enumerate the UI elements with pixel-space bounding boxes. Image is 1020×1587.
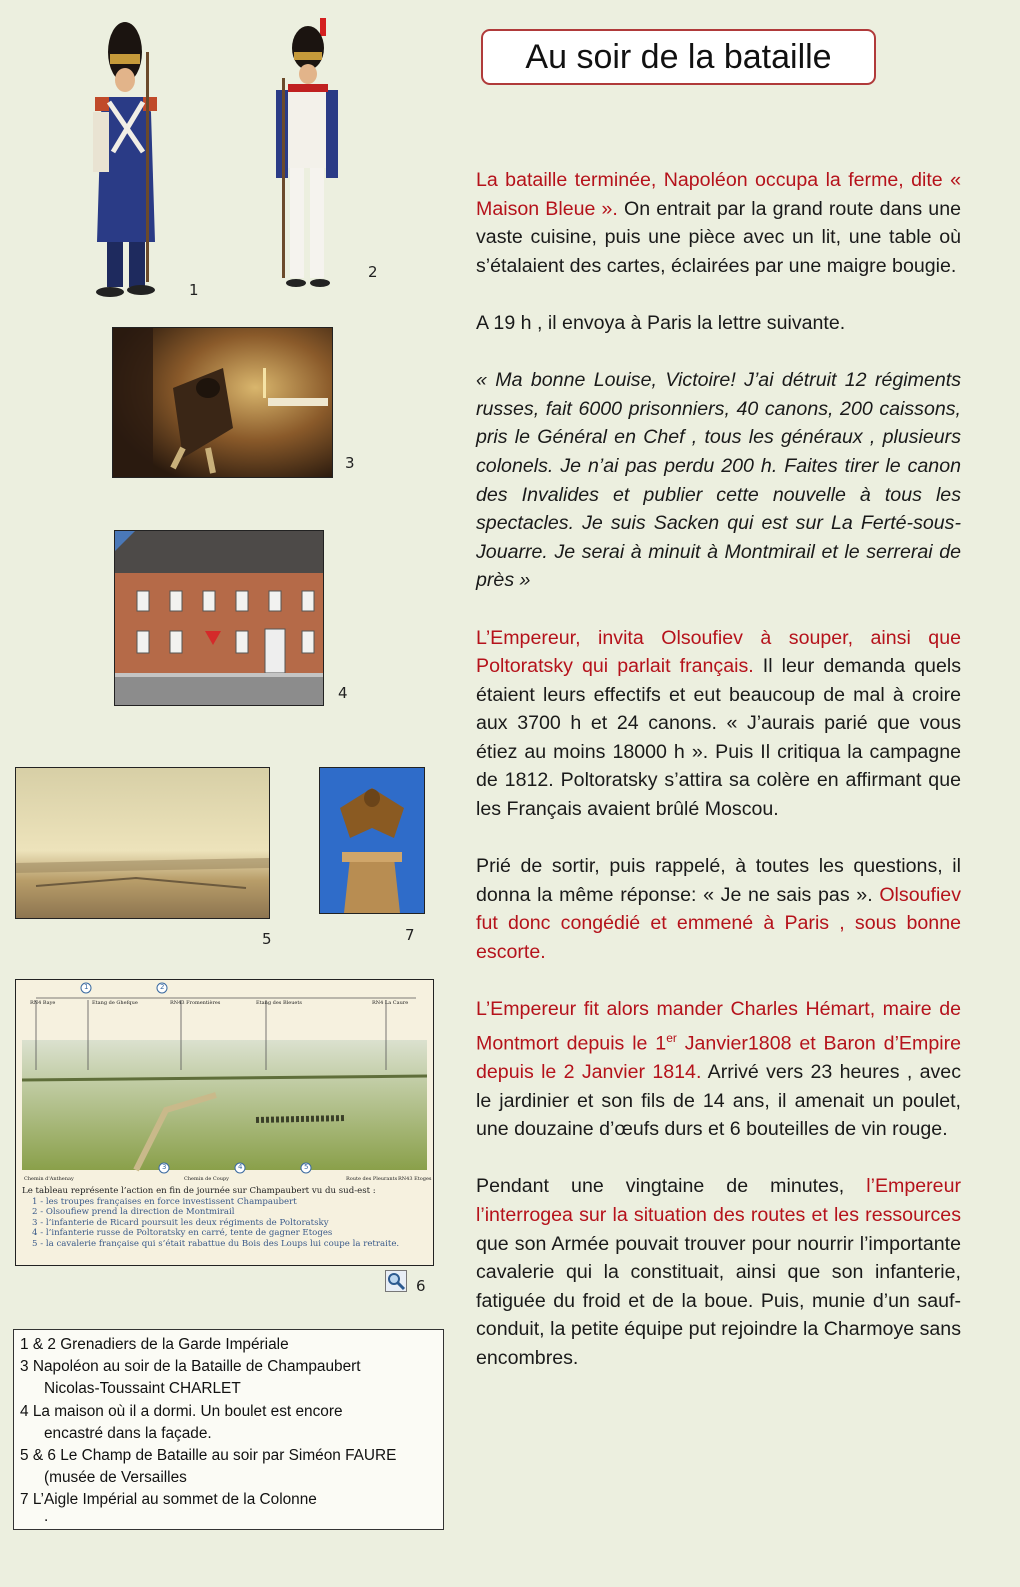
paragraph-6-text: Arrivé vers 23 heures , avec le jardinier et son fils de 14 ans, il amenait un poulet, une douzaine d’œufs durs et 6 bouteilles de vin rouge.	[476, 1060, 961, 1141]
panorama-caption-item: 3 - l’infanterie de Ricard poursuit les deux régiments de Poltoratsky	[32, 1217, 329, 1228]
napoleon-painting-image	[112, 327, 333, 478]
panorama-bottom-label-4: RN43 Etoges	[398, 1176, 432, 1182]
legend-line: (musée de Versailles	[44, 1469, 187, 1487]
legend-box	[13, 1329, 444, 1530]
panorama-top-label-3: RN43 Fromentières	[170, 1000, 221, 1006]
paragraph-5-highlight: Olsoufiev fut donc congédié et emmené à Paris , sous bonne escorte.	[476, 883, 961, 964]
legend-line: Nicolas-Toussaint CHARLET	[44, 1380, 241, 1398]
panorama-bottom-label-3: Route des Pleurants	[346, 1176, 398, 1182]
page-title: Au soir de la bataille	[481, 29, 876, 85]
panorama-marker-1: 1	[84, 983, 89, 991]
panorama-caption-item: 1 - les troupes françaises en force investissent Champaubert	[32, 1196, 297, 1207]
panorama-caption-title: Le tableau représente l’action en fin de journée sur Champaubert vu du sud-est :	[22, 1186, 376, 1196]
figure-number-6: 6	[416, 1277, 426, 1295]
letter-quote: « Ma bonne Louise, Victoire! J’ai détruit 12 régiments russes, fait 6000 prisonniers, 40 canons, 200 caissons, pris le Général en Chef , tous les généraux , plusieurs colonels. Je n’ai pas perdu 200 h. Faites tirer le canon des Invalides et publier cette nouvelle à tous les spectacles. Je suis Sacken qui est sur La Ferté-sous-Jouarre. Je serai à minuit à Montmirail et le serrerai de près »	[476, 369, 961, 592]
paragraph-4	[476, 624, 961, 824]
panorama-caption-item: 2 - Olsoufiew prend la direction de Montmirail	[32, 1207, 235, 1218]
paragraph-1	[476, 166, 961, 280]
panorama-marker-3: 3	[162, 1163, 167, 1171]
legend-line: 7 L’Aigle Impérial au sommet de la Colonne	[20, 1491, 317, 1509]
grenadier-figure-1	[85, 12, 175, 304]
paragraph-4-highlight: L’Empereur, invita Olsoufiev à souper, ainsi que Poltoratsky qui parlait français.	[476, 626, 961, 678]
paragraph-6-highlight-a: L’Empereur fit alors mander Charles Hémart, maire de Montmort depuis le 1	[476, 998, 961, 1055]
paragraph-6	[476, 995, 961, 1144]
panorama-caption	[22, 1186, 427, 1250]
figure-number-7: 7	[405, 926, 415, 944]
figure-number-4: 4	[338, 684, 348, 702]
paragraph-6-superscript: er	[666, 1030, 677, 1045]
figure-number-1: 1	[189, 281, 199, 299]
panorama-top-label-1: RN4 Baye	[30, 1000, 56, 1006]
paragraph-1-highlight: La bataille terminée, Napoléon occupa la ferme, dite « Maison Bleue ».	[476, 169, 961, 220]
magnifier-icon[interactable]	[385, 1270, 407, 1292]
panorama-top-label-2: Etang de Ghefque	[92, 1000, 138, 1006]
paragraph-7	[476, 1172, 961, 1372]
paragraph-7-text-b: que son Armée pouvait trouver pour nourrir l’importante cavalerie qui la constituait, ainsi que son infanterie, fatiguée du froid et de la boue. Puis, munie d’un sauf-conduit, la petite équipe put rejoindre la Charmoye sans encombres.	[476, 1232, 961, 1369]
panorama-marker-4: 4	[238, 1163, 243, 1171]
paragraph-6-highlight-b: Janvier1808 et Baron d’Empire depuis le 2 Janvier 1814.	[476, 1032, 961, 1083]
paragraph-5-text: Prié de sortir, puis rappelé, à toutes les questions, il donna la même réponse: « Je ne sais pas ».	[476, 855, 961, 906]
figure-number-5: 5	[262, 930, 272, 948]
panorama-bottom-label-2: Chemin de Coupy	[184, 1176, 229, 1182]
legend-line: .	[44, 1507, 49, 1525]
legend-line: 4 La maison où il a dormi. Un boulet est encore	[20, 1402, 343, 1420]
imperial-eagle-image	[319, 767, 425, 914]
legend-line: encastré dans la façade.	[44, 1424, 212, 1442]
legend-line: 3 Napoléon au soir de la Bataille de Champaubert	[20, 1358, 361, 1376]
paragraph-5	[476, 852, 961, 966]
panorama-top-label-4: Etang des Bleuets	[256, 1000, 302, 1006]
legend-line: 5 & 6 Le Champ de Bataille au soir par Siméon FAURE	[20, 1447, 397, 1465]
paragraph-7-text-a: Pendant une vingtaine de minutes,	[476, 1175, 867, 1198]
paragraph-1-text: On entrait par la grand route dans une vaste cuisine, puis une pièce avec un lit, une table où s’étalaient des cartes, éclairées par une maigre bougie.	[476, 197, 961, 277]
panorama-marker-5: 5	[304, 1163, 309, 1171]
paragraph-4-text: Il leur demanda quels étaient leurs effectifs et eut beaucoup de mal à croire aux 3700 h et 24 canons. « J’aurais parié que vous étiez au moins 18000 h ». Puis Il critiqua la campagne de 1812. Poltoratsky s’attira sa colère en affirmant que les Français avaient brûlé Moscou.	[476, 655, 962, 821]
main-text	[476, 166, 961, 1401]
figure-number-2: 2	[368, 263, 378, 281]
panorama-marker-2: 2	[160, 983, 165, 991]
battlefield-painting-image	[15, 767, 270, 919]
grenadier-figure-2	[268, 18, 346, 293]
figure-number-3: 3	[345, 454, 355, 472]
panorama-top-label-5: RN4 La Caure	[372, 1000, 409, 1006]
panorama-caption-item: 4 - l’infanterie russe de Poltoratsky en carré, tente de gagner Etoges	[32, 1228, 333, 1239]
paragraph-7-highlight: l’Empereur l’interrogea sur la situation des routes et les ressources	[476, 1175, 961, 1226]
legend-line: 1 & 2 Grenadiers de la Garde Impériale	[20, 1336, 289, 1353]
paragraph-2: A 19 h , il envoya à Paris la lettre suivante.	[476, 311, 846, 334]
panorama-caption-item: 5 - la cavalerie française qui s’était rabattue du Bois des Loups lui coupe la retraite.	[32, 1238, 400, 1249]
house-photo-image	[114, 530, 324, 706]
panorama-bottom-label-1: Chemin d'Anthenay	[24, 1176, 74, 1182]
battle-panorama-image	[15, 979, 434, 1266]
